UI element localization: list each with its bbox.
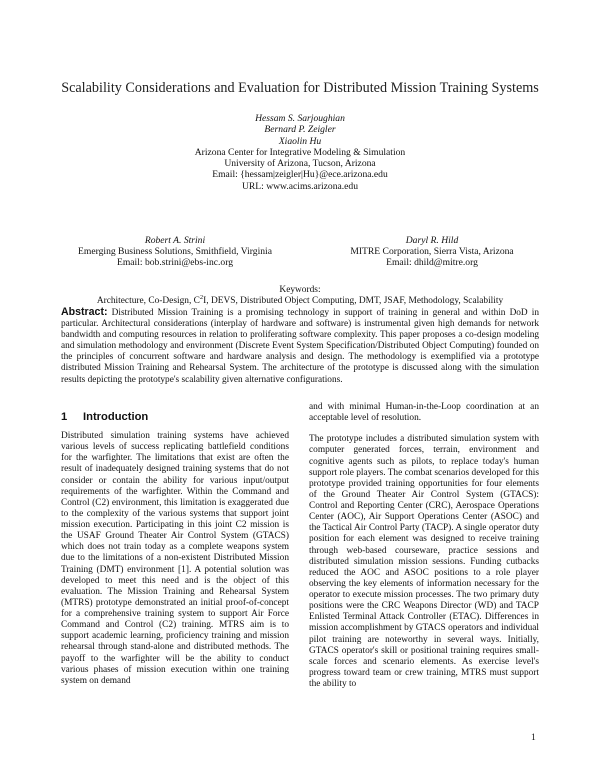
section-title: Introduction xyxy=(83,411,149,423)
affiliation-line: University of Arizona, Tucson, Arizona xyxy=(224,158,376,170)
keywords-label: Keywords: xyxy=(279,285,321,295)
coauthor-right-block xyxy=(312,235,552,269)
body-paragraph: and with minimal Human-in-the-Loop coordination at an acceptable level of resolution. xyxy=(309,402,539,424)
left-column xyxy=(61,410,289,687)
paper-title: Scalability Considerations and Evaluation for Distributed Mission Training Systems xyxy=(61,80,539,96)
author-name: Xiaolin Hu xyxy=(278,135,322,147)
affiliation-line: Emerging Business Solutions, Smithfield, Virginia xyxy=(78,246,272,258)
author-email: Email: dhild@mitre.org xyxy=(386,257,478,269)
abstract-label: Abstract: xyxy=(61,306,108,318)
author-email: Email: {hessam|zeigler|Hu}@ece.arizona.edu xyxy=(212,169,388,181)
keywords-text: Architecture, Co-Design, C xyxy=(96,296,200,307)
author-name: Bernard P. Zeigler xyxy=(264,124,336,136)
body-paragraph: The prototype includes a distributed simulation system with computer generated forces, terrain, environment and cognitive agents such as pilots, to replace today's human support role players. The combat scenarios developed for this prototype provided training opportunities for four elements of the Ground Theater Air Control System (GTACS): Control and Reporting Center (CRC), Aerospace Operations Center (AOC), Air Support Operations Center (ASOC) and the Tactical Air Control Party (TACP). A single operator duty position for each element was designed to receive training through web-based courseware, practice sessions and distributed simulation mission sessions. Funding cutbacks reduced the AOC and ASOC positions to a role player observing the key elements of information necessary for the operator to execute mission processes. The two primary duty positions were the CRC Weapons Director (WD) and TACP Enlisted Terminal Attack Controller (ETAC). Differences in mission accomplishment by GTACS operators and individual pilot training are noteworthy in several ways. Initially, GTACS operator's skill or positional training requires small-scale forces and scenario elements. As exercise level's progress toward team or crew training, MTRS must support the ability to xyxy=(309,434,539,689)
author-name: Robert A. Strini xyxy=(144,235,206,246)
body-paragraph: Distributed simulation training systems have achieved various levels of success replicating battlefield conditions for the warfighter. The limitations that exist are often the result of inadequately designed training systems that do not consider or contain the ability for various input/output requirements of the warfighter. Within the Command and Control (C2) environment, this limitation is exaggerated due to the complexity of the various systems that support joint mission execution. Participating in this joint C2 mission is the USAF Ground Theater Air Control System (GTACS) which does not train today as a complete weapons system due to the limitations of a non-existent Distributed Mission Training (DMT) environment [1]. A potential solution was developed to meet this need and is the object of this evaluation. The Mission Training and Rehearsal System (MTRS) prototype demonstrated an initial proof-of-concept for a comprehensive training system to support Air Force Command and Control (C2) training. MTRS aim is to support academic learning, proficiency training and mission rehearsal through stand-alone and distributed methods. The payoff to the warfighter will be the ability to conduct various phases of mission execution within one training system on demand xyxy=(61,431,289,686)
primary-author-block xyxy=(100,113,500,192)
affiliation-line: MITRE Corporation, Sierra Vista, Arizona xyxy=(350,246,514,258)
affiliation-line: Arizona Center for Integrative Modeling & Simulation xyxy=(194,146,406,158)
abstract-text: Distributed Mission Training is a promising technology in support of training in general and within DoD in particular. Architectural considerations (interplay of hardware and software) is instrumental given high demands for network bandwidth and computing resources in relation to proliferating software complexity. This paper proposes a co-design modeling and simulation methodology and environment (Discrete Event System Specification/Distributed Object Computing) founded on the principles of concurrent software and hardware analysis and design. The methodology is exemplified via a prototype distributed Mission Training and Rehearsal System. The architecture of the prototype is discussed along with the simulation results depicting the prototype's scalability given alternative configurations. xyxy=(61,308,539,385)
author-name: Daryl R. Hild xyxy=(405,235,459,246)
right-column xyxy=(309,402,539,690)
author-email: Email: bob.strini@ebs-inc.org xyxy=(116,257,234,269)
keywords-text: I, DEVS, Distributed Object Computing, DMT, JSAF, Methodology, Scalability xyxy=(203,296,504,307)
page-number: 1 xyxy=(531,733,536,743)
coauthor-left-block xyxy=(60,235,290,269)
author-url: URL: www.acims.arizona.edu xyxy=(241,180,359,192)
abstract xyxy=(61,307,539,386)
keywords-block xyxy=(40,285,560,308)
keywords-superscript: 2 xyxy=(199,294,204,302)
author-name: Hessam S. Sarjoughian xyxy=(255,113,345,124)
section-number: 1 xyxy=(61,411,68,423)
section-heading xyxy=(61,410,289,424)
